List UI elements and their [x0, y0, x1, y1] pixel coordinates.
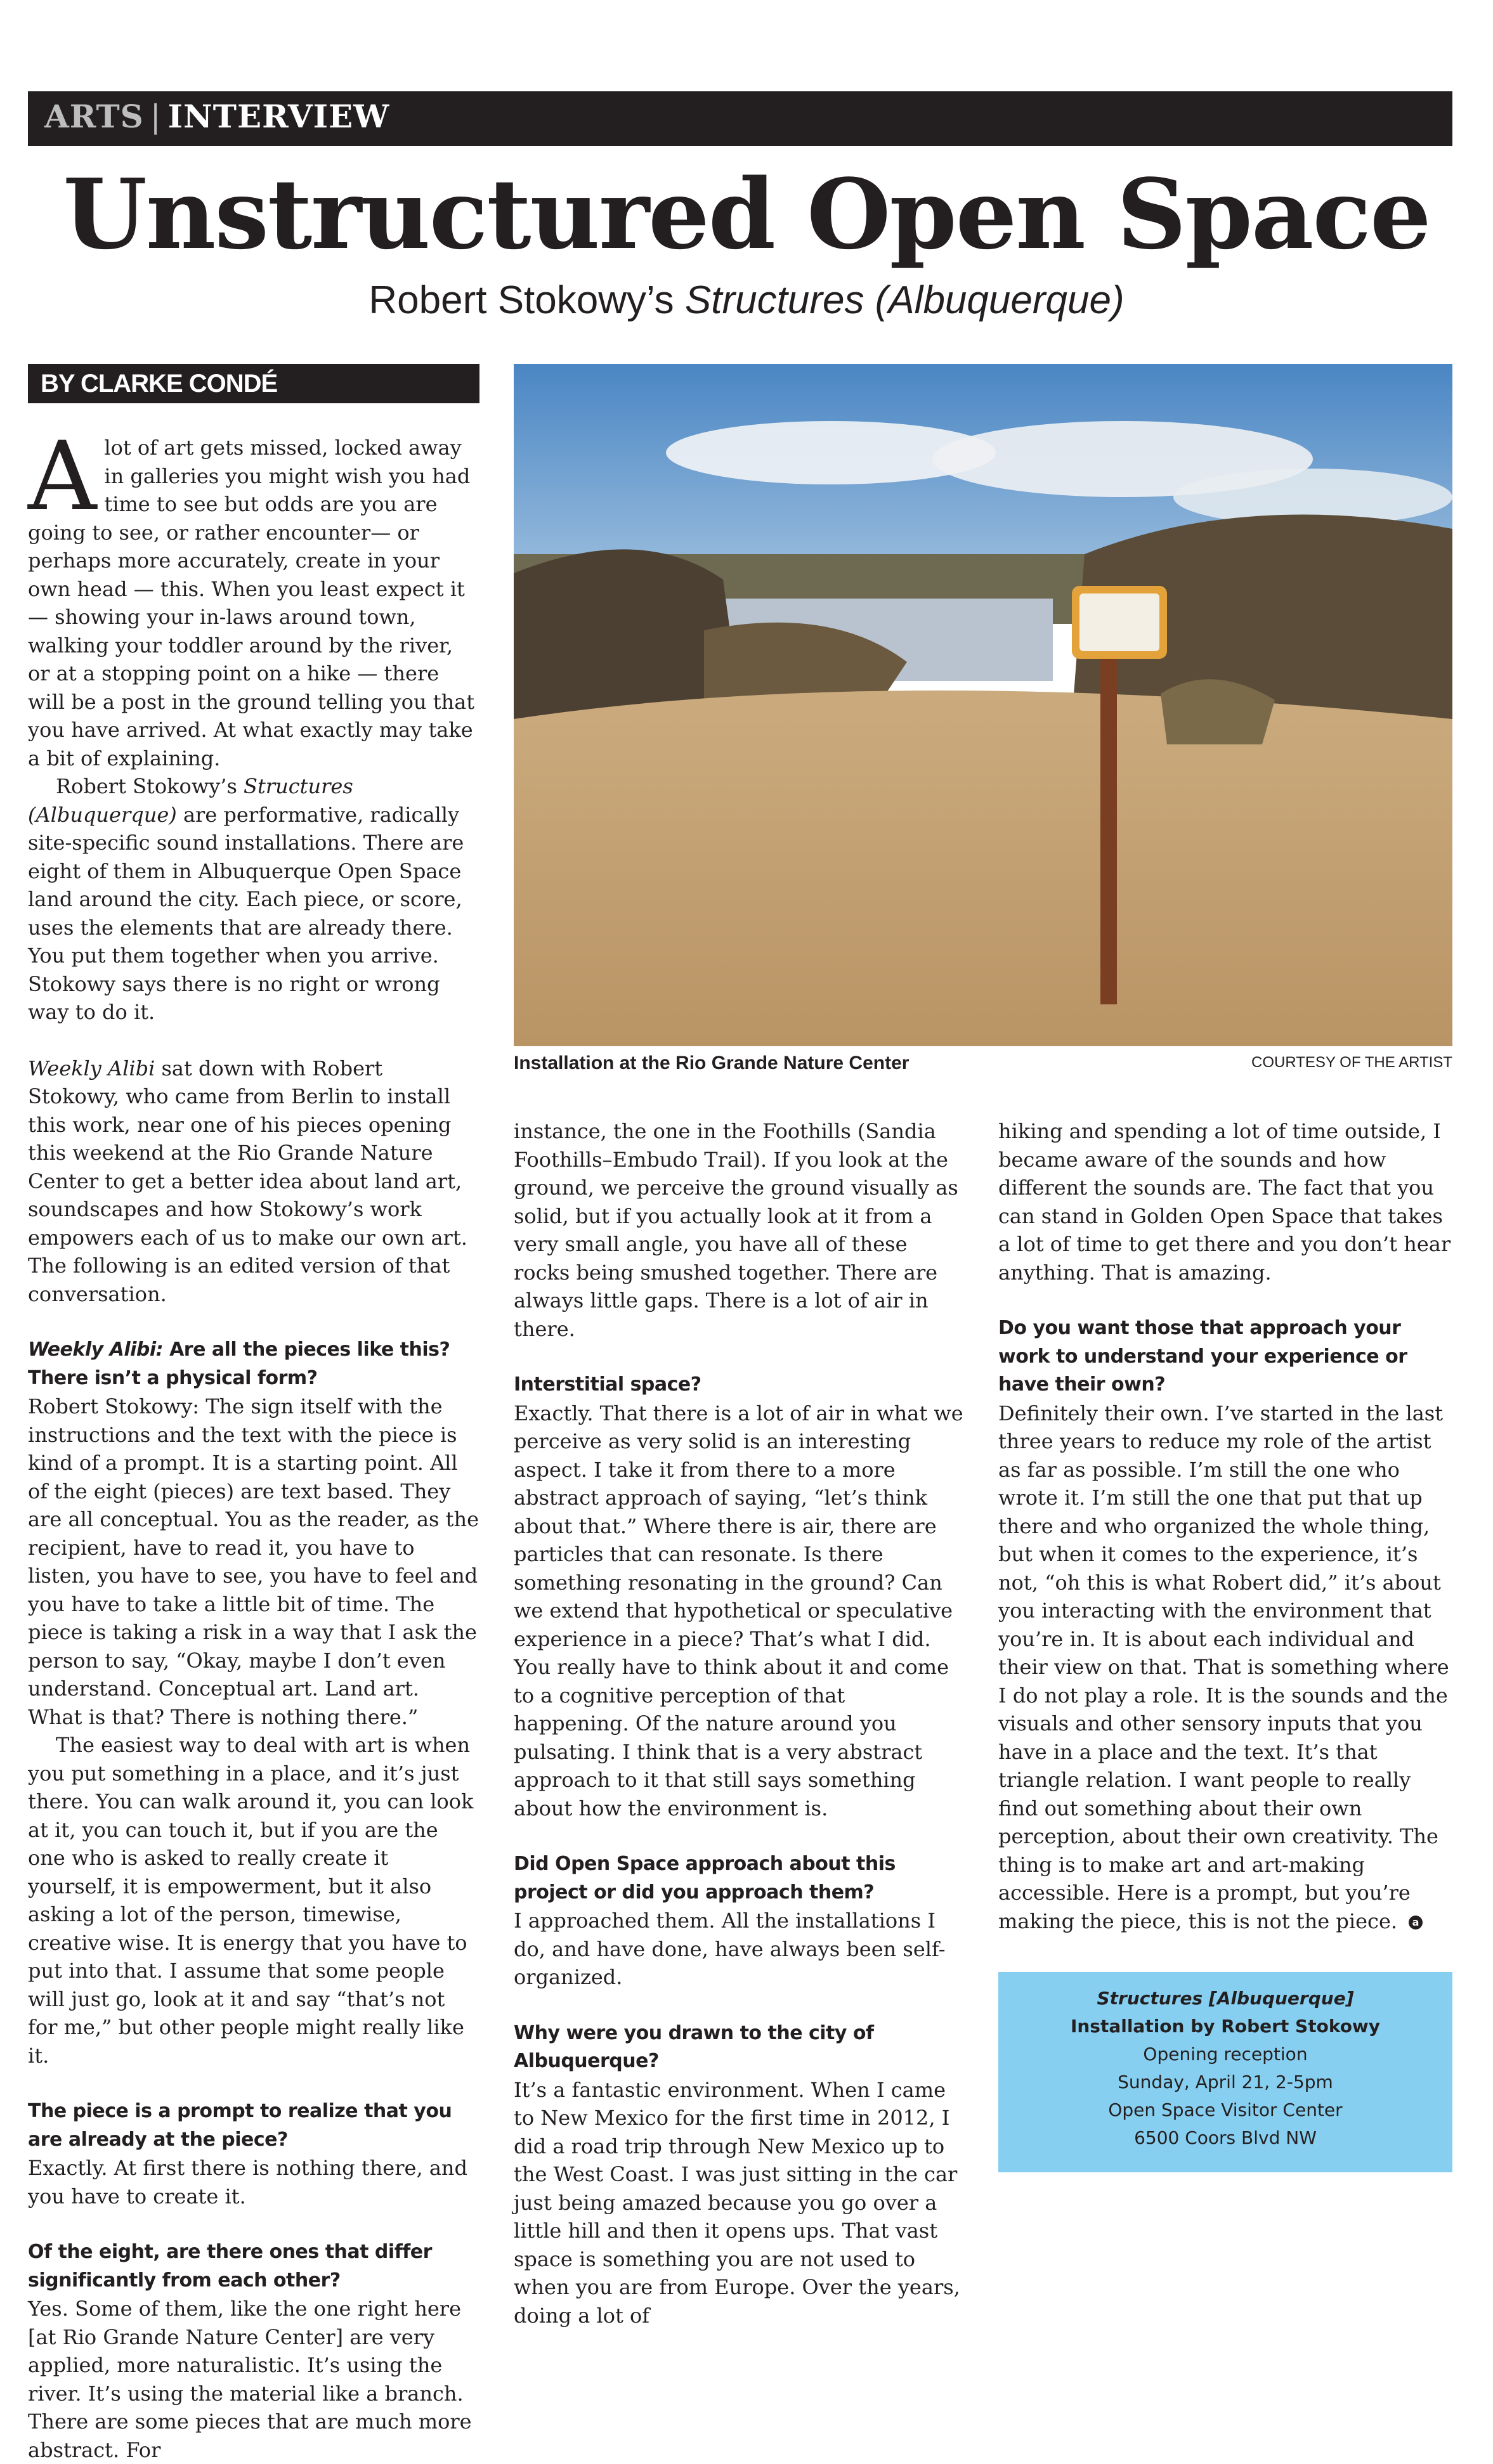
drop-cap: A	[28, 422, 97, 532]
paragraph: Robert Stokowy’s Structures (Albuquerque) are performative, radically site-specific sound installations. There are eight of them in Albuquerque Open Space land around the city. Each piece, or score, uses the elements that are already there. You put them together when you arrive. Stokowy says there is no right or wrong way to do it.	[28, 774, 464, 1024]
question: Why were you drawn to the city of Albuquerque?	[514, 2021, 874, 2072]
question: The piece is a prompt to realize that you are already at the piece?	[28, 2100, 452, 2151]
section-label	[44, 98, 389, 135]
section-arts: ARTS	[44, 98, 144, 135]
answer: The easiest way to deal with art is when you put something in a place, and it’s just there. You can walk around it, you can look at it, you can touch it, but if you are the one who is asked to really create it yourself, it is empowerment, but it also asking a lot of the person, timewise, creative wise. It is energy that you have to put into that. I assume that some people will just go, look at it and say “that’s not for me,” but other people might really like it.	[28, 1733, 474, 2068]
answer: Definitely their own. I’ve started in the last three years to reduce my role of the artist as far as possible. I’m still the one who wrote it. I’m still the one that put that up there and who organized the whole thing, but when it comes to the experience, it’s not, “oh this is what Robert did,” it’s about you interacting with the environment that you’re in. It is about each individual and their view on that. That is something where I do not play a role. It is the sounds and the visuals and other sensory inputs that you have in a place and the text. It’s that triangle relation. I want people to really find out something about their own perception, about their own creativity. The thing is to make art and art-making accessible. Here is a prompt, but you’re making the piece, this is not the piece. a	[998, 1401, 1449, 1933]
post	[1100, 630, 1117, 1004]
headline: Unstructured Open Space	[63, 157, 1430, 271]
event-line: Open Space Visitor Center	[1108, 2099, 1343, 2120]
paragraph: hiking and spending a lot of time outside, I became aware of the sounds and how different the sounds are. The fact that you can stand in Golden Open Space that takes a lot of time to get there and you don’t hear anything. That is amazing.	[998, 1119, 1451, 1285]
event-line: 6500 Coors Blvd NW	[1134, 2127, 1317, 2148]
section-separator: |	[150, 98, 162, 135]
subhead-prefix: Robert Stokowy’s	[368, 278, 685, 322]
section-interview: INTERVIEW	[167, 98, 390, 135]
article-photo	[514, 364, 1452, 1046]
question: Of the eight, are there ones that differ significantly from each other?	[28, 2241, 432, 2292]
question: Weekly Alibi: Are all the pieces like this? There isn’t a physical form?	[28, 1339, 450, 1389]
paragraph: Weekly Alibi sat down with Robert Stokowy, who came from Berlin to install this work, near one of his pieces opening this weekend at the Rio Grande Nature Center to get a better idea about land art, soundscapes and how Stokowy’s work empowers each of us to make our own art. The following is an edited version of that conversation.	[28, 1056, 467, 1306]
event-title: Structures [Albuquerque]	[1097, 1988, 1354, 2009]
subhead	[0, 278, 1493, 323]
question: Do you want those that approach your work to understand your experience or have their own?	[998, 1317, 1407, 1396]
subhead-title: Structures (Albuquerque)	[684, 278, 1125, 322]
answer: Exactly. That there is a lot of air in what we perceive as very solid is an interesting aspect. I take it from there to a more abstract approach of saying, “let’s think about that.” Where there is air, there are particles that can resonate. Is there something resonating in the ground? Can we extend that hypothetical or speculative experience in a piece? That’s what I did. You really have to think about it and come to a cognitive perception of that happening. Of the nature around you pulsating. I think that is a very abstract approach to it that still says something about how the environment is.	[514, 1401, 963, 1820]
photo-illustration	[514, 364, 1452, 1046]
intro-paragraph: Alot of art gets missed, locked away in galleries you might wish you had time to see but odds are you are going to see, or rather encounter— or perhaps more accurately, create in your own head — this. When you least expect it — showing your in-laws around town, walking your toddler around by the river, or at a stopping point on a hike — there will be a post in the ground telling you that you have arrived. At what exactly may take a bit of explaining.	[28, 422, 475, 770]
photo-credit: COURTESY OF THE ARTIST	[1251, 1054, 1452, 1071]
paragraph: instance, the one in the Foothills (Sandia Foothills–Embudo Trail). If you look at the ground, we perceive the ground visually as solid, but if you actually look at it from a very small angle, you have all of these rocks being smushed together. There are always little gaps. There is a lot of air in there.	[514, 1119, 958, 1341]
answer: Yes. Some of them, like the one right here [at Rio Grande Nature Center] are very applied, more naturalistic. It’s using the river. It’s using the material like a branch. There are some pieces that are much more abstract. For	[28, 2297, 472, 2462]
question: Interstitial space?	[514, 1373, 701, 1396]
event-line: Opening reception	[1143, 2044, 1308, 2065]
photo-caption: Installation at the Rio Grande Nature Center	[514, 1053, 909, 1073]
section-bar	[28, 91, 1452, 146]
event-line: Sunday, April 21, 2-5pm	[1118, 2072, 1333, 2092]
byline: BY CLARKE CONDÉ	[28, 364, 479, 403]
answer: It’s a fantastic environment. When I came to New Mexico for the first time in 2012, I did a road trip through New Mexico up to the West Coast. I was just sitting in the car just being amazed because you go over a little hill and then it opens ups. That vast space is something you are not used to when you are from Europe. Over the years, doing a lot of	[514, 2077, 960, 2328]
sign-panel	[1079, 593, 1159, 651]
article-column-2	[514, 1117, 965, 2330]
article-column-1	[28, 422, 479, 2464]
answer: I approached them. All the installations I do, and have done, have always been self-organized.	[514, 1909, 946, 1989]
photo-caption-row	[514, 1053, 1452, 1078]
answer: Exactly. At first there is nothing there, and you have to create it.	[28, 2156, 467, 2208]
question: Did Open Space approach about this project or did you approach them?	[514, 1853, 896, 1903]
article-column-3	[998, 1117, 1452, 1935]
event-subtitle: Installation by Robert Stokowy	[1070, 2016, 1381, 2037]
sand	[514, 691, 1452, 1046]
end-mark-icon: a	[1409, 1916, 1423, 1929]
event-info-box	[998, 1972, 1452, 2172]
answer: Robert Stokowy: The sign itself with the instructions and the text with the piece is kind of a prompt. It is a starting point. All of the eight (pieces) are text based. They are all conceptual. You as the reader, as the recipient, have to read it, you have to listen, you have to see, you have to feel and you have to take a little bit of time. The piece is taking a risk in a way that I ask the person to say, “Okay, maybe I don’t even understand. Conceptual art. Land art. What is that? There is nothing there.”	[28, 1394, 479, 1729]
